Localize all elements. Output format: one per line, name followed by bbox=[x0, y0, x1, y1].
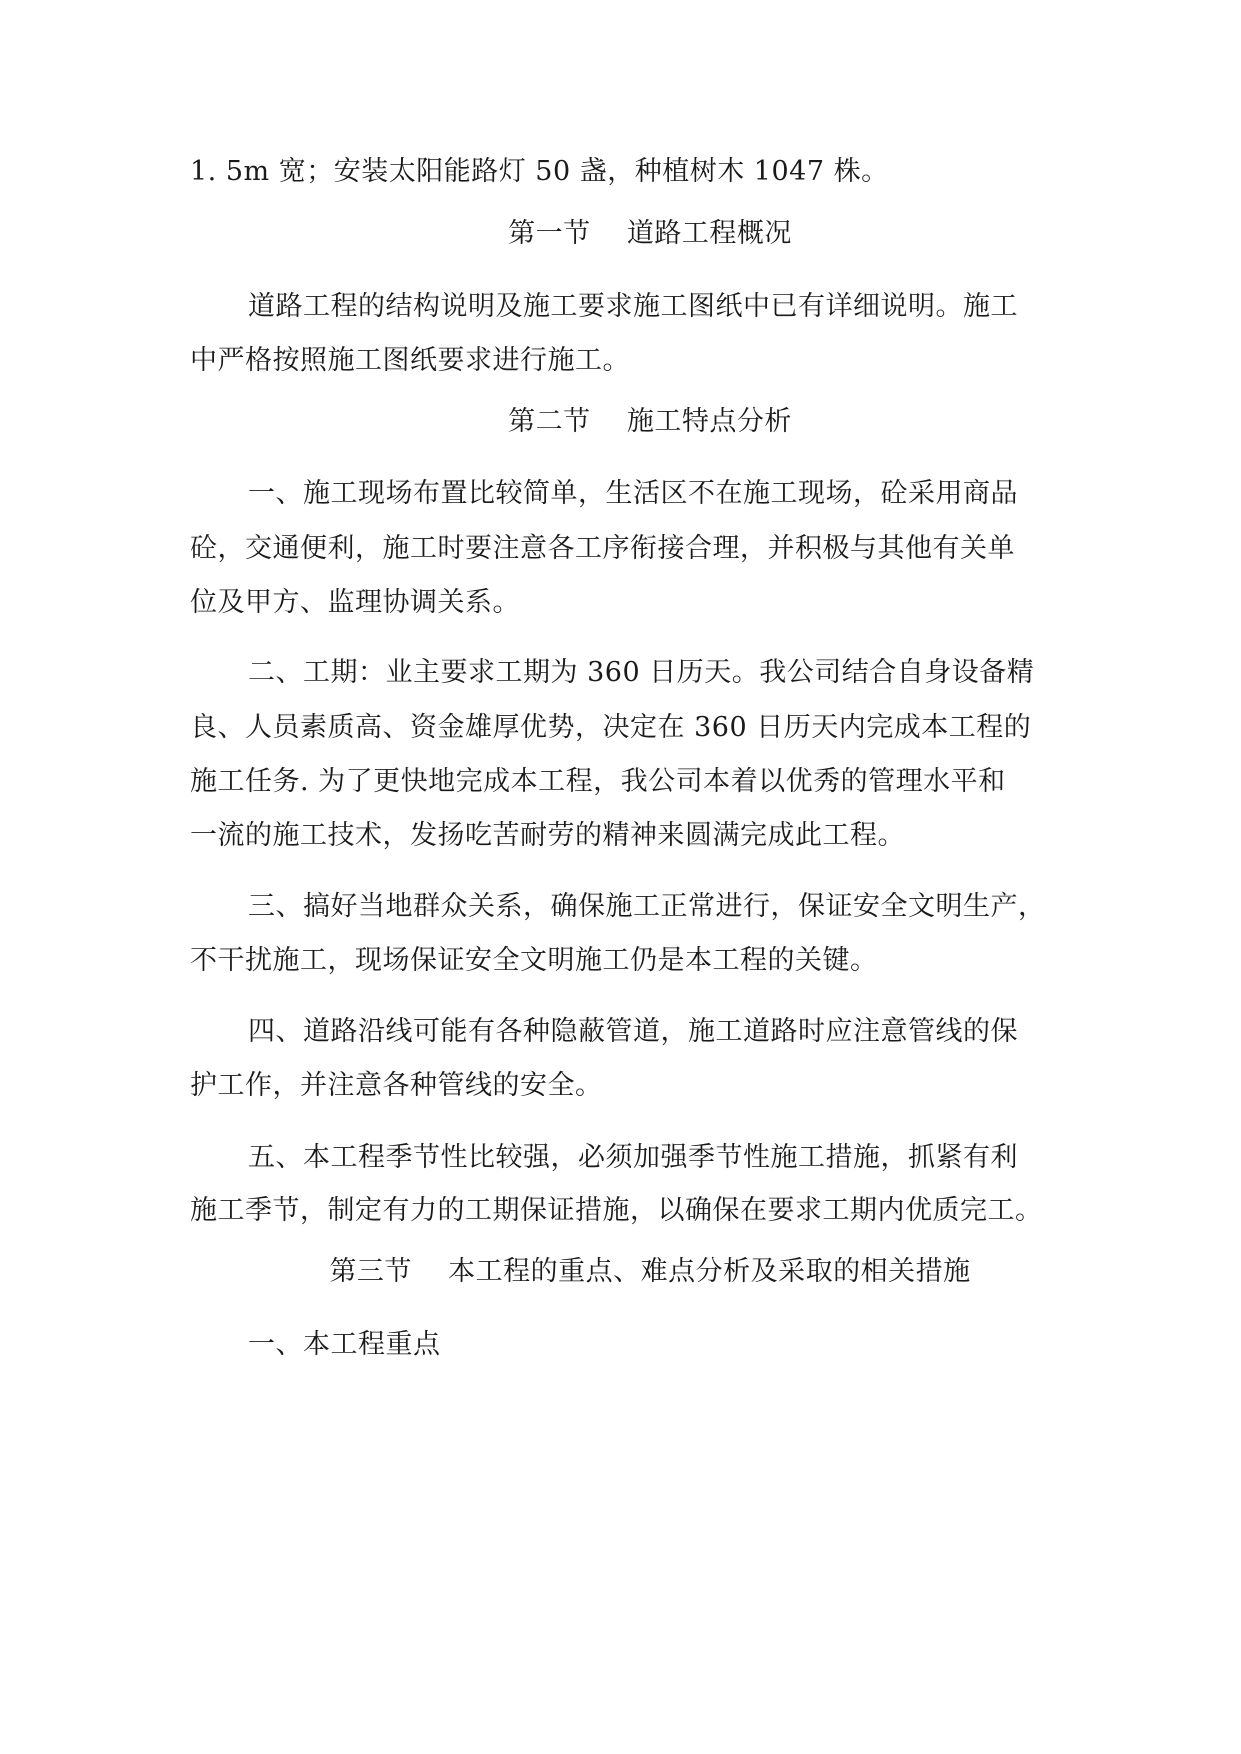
paragraph-line: 一流的施工技术，发扬吃苦耐劳的精神来圆满完成此工程。 bbox=[190, 820, 905, 851]
paragraph-line: 良、人员素质高、资金雄厚优势，决定在 360 日历天内完成本工程的 bbox=[190, 712, 1032, 743]
paragraph-line: 砼，交通便利，施工时要注意各工序衔接合理，并积极与其他有关单 bbox=[190, 533, 1015, 564]
paragraph-line: 一、本工程重点 bbox=[248, 1329, 441, 1360]
intro-line: 1. 5m 宽；安装太阳能路灯 50 盏，种植树木 1047 株。 bbox=[190, 156, 889, 187]
paragraph-line: 道路工程的结构说明及施工要求施工图纸中已有详细说明。施工 bbox=[248, 291, 1018, 322]
paragraph-line: 五、本工程季节性比较强，必须加强季节性施工措施，抓紧有利 bbox=[248, 1142, 1018, 1173]
paragraph-line: 一、施工现场布置比较简单，生活区不在施工现场，砼采用商品 bbox=[248, 478, 1018, 509]
section-heading-2: 第二节 施工特点分析 bbox=[508, 406, 792, 437]
paragraph-line: 护工作，并注意各种管线的安全。 bbox=[190, 1070, 603, 1101]
paragraph-line: 二、工期：业主要求工期为 360 日历天。我公司结合自身设备精 bbox=[248, 657, 1035, 688]
section-heading-1: 第一节 道路工程概况 bbox=[508, 218, 792, 249]
paragraph-line: 三、搞好当地群众关系，确保施工正常进行，保证安全文明生产， bbox=[248, 891, 1046, 922]
paragraph-line: 施工任务. 为了更快地完成本工程，我公司本着以优秀的管理水平和 bbox=[190, 766, 1006, 797]
paragraph-line: 中严格按照施工图纸要求进行施工。 bbox=[190, 345, 630, 376]
paragraph-line: 位及甲方、监理协调关系。 bbox=[190, 587, 520, 618]
paragraph-line: 四、道路沿线可能有各种隐蔽管道，施工道路时应注意管线的保 bbox=[248, 1016, 1018, 1047]
paragraph-line: 不干扰施工，现场保证安全文明施工仍是本工程的关键。 bbox=[190, 945, 878, 976]
section-heading-3: 第三节 本工程的重点、难点分析及采取的相关措施 bbox=[329, 1256, 971, 1287]
paragraph-line: 施工季节，制定有力的工期保证措施，以确保在要求工期内优质完工。 bbox=[190, 1195, 1043, 1226]
